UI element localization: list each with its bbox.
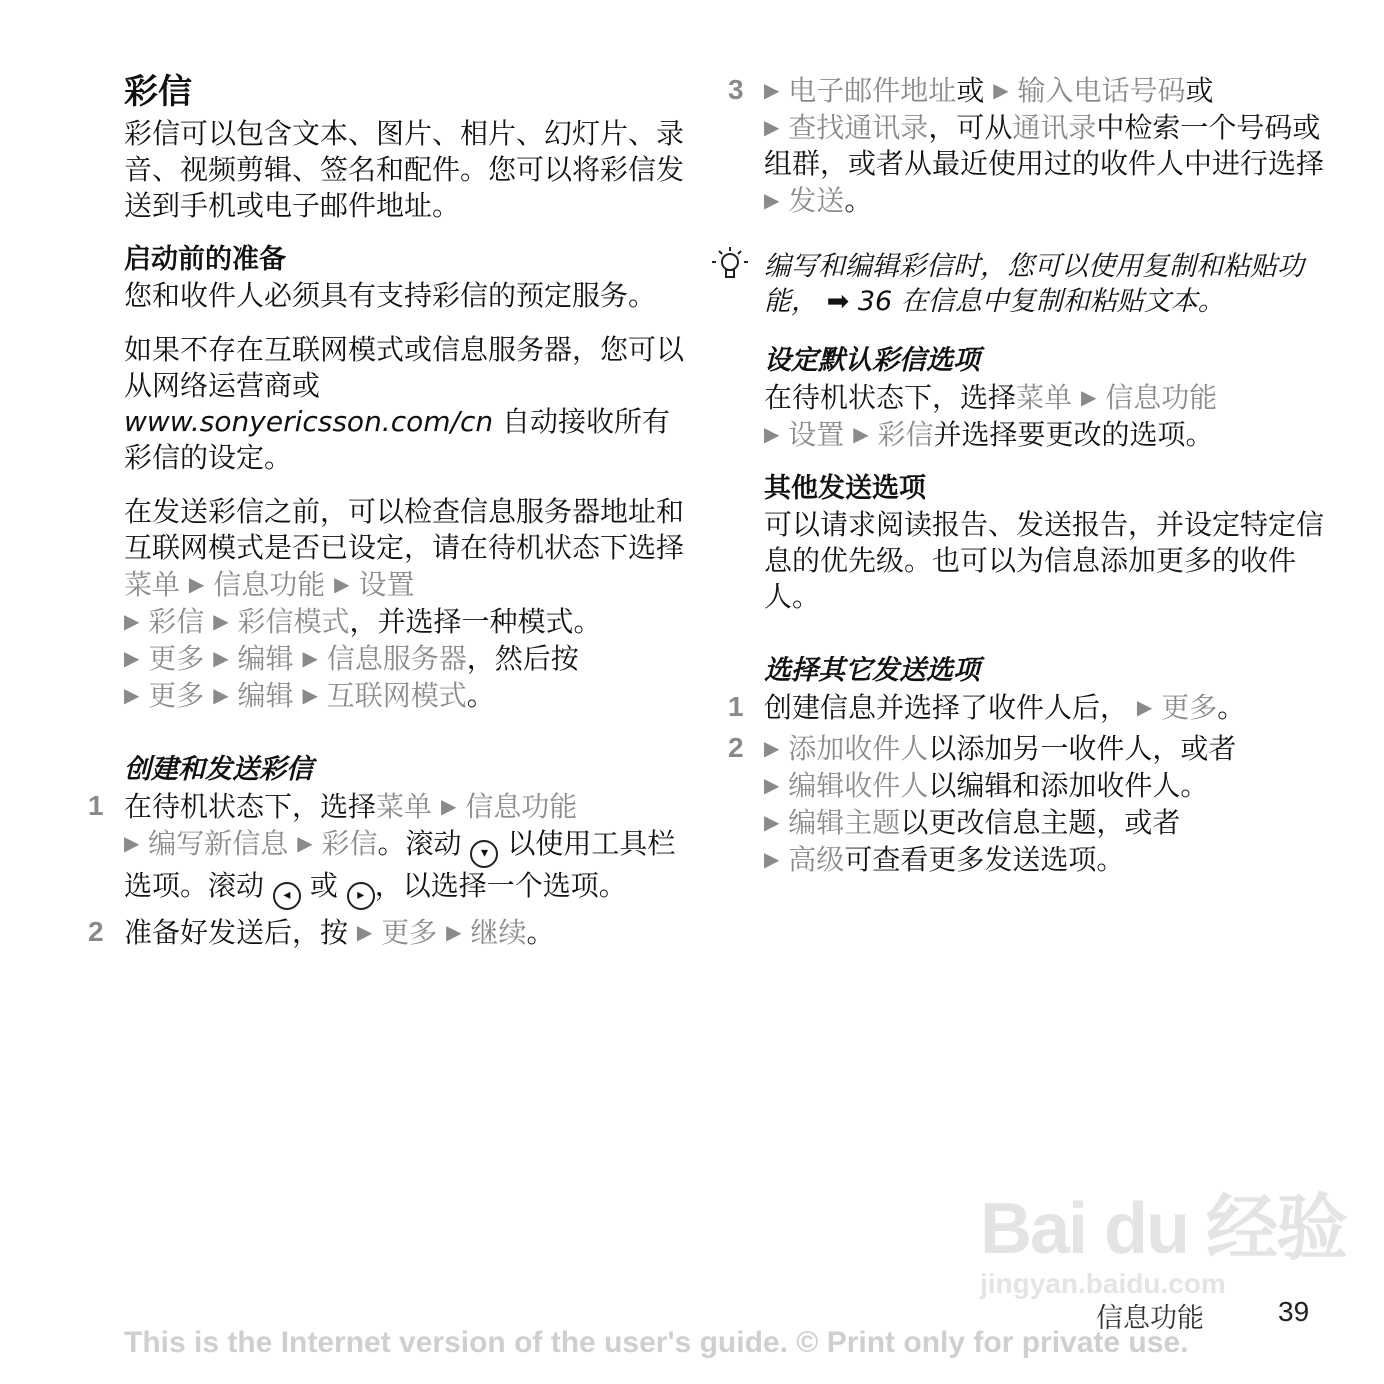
arrow-icon: ▶ (297, 831, 313, 855)
right-column (728, 72, 1325, 882)
arrow-icon: ▶ (188, 572, 205, 596)
choose-step-1: 1 创建信息并选择了收件人后， ▶ 更多。 (728, 691, 1246, 724)
step-3: 3 ▶ 电子邮件地址或 ▶ 输入电话号码或 ▶ 查找通讯录，可从通讯录中检索一个号码或组群，或者从最近使用过的收件人中进行选择 ▶ 发送。 (728, 74, 1325, 217)
arrow-icon: ▶ (764, 115, 780, 139)
menu-item-menu: 菜单 (124, 568, 181, 601)
page-number: 39 (1278, 1296, 1310, 1327)
arrow-icon: ▶ (334, 572, 350, 596)
intro-paragraph: 彩信可以包含文本、图片、相片、幻灯片、录音、视频剪辑、签名和配件。您可以将彩信发送到手机或电子邮件地址。 (124, 117, 685, 222)
settings-paragraph: 如果不存在互联网模式或信息服务器，您可以从网络运营商或www.sonyericsson.com/cn 自动接收所有彩信的设定。 (124, 333, 685, 474)
step-number: 2 (88, 916, 104, 947)
arrow-icon: ▶ (124, 683, 140, 707)
nav-left-icon: ◂ (273, 882, 301, 910)
step-1: 1 在待机状态下，选择菜单 ▶ 信息功能 ▶ 编写新信息 ▶ 彩信。滚动 ▾ 以使用工具栏选项。滚动 ◂ 或 ▸ ，以选择一个选项。 (124, 788, 684, 910)
other-options-heading: 其他发送选项 (764, 473, 926, 504)
arrow-icon: ▶ (764, 810, 780, 834)
left-column (88, 72, 685, 955)
arrow-icon: ▶ (440, 794, 457, 818)
prep-paragraph: 您和收件人必须具有支持彩信的预定服务。 (124, 279, 657, 312)
arrow-icon: ▶ (213, 683, 229, 707)
default-options-heading: 设定默认彩信选项 (764, 345, 980, 376)
arrow-icon: ▶ (213, 646, 229, 670)
arrow-icon: ▶ (124, 646, 140, 670)
arrow-icon: ▶ (124, 609, 140, 633)
arrow-icon: ▶ (764, 78, 780, 102)
arrow-icon: ▶ (1080, 385, 1097, 409)
choose-options-heading: 选择其它发送选项 (764, 655, 980, 686)
url-link[interactable]: www.sonyericsson.com/cn (124, 405, 494, 438)
create-heading: 创建和发送彩信 (124, 754, 313, 785)
arrow-icon: ▶ (993, 78, 1009, 102)
footer-disclaimer: This is the Internet version of the user's guide. © Print only for private use. (124, 1326, 1189, 1359)
arrow-icon: ▶ (764, 188, 780, 212)
default-options-paragraph: 在待机状态下，选择菜单 ▶ 信息功能 ▶ 设置 ▶ 彩信并选择要更改的选项。 (764, 381, 1218, 451)
arrow-icon: ▶ (764, 773, 780, 797)
step-number: 2 (728, 732, 744, 763)
page-title: 彩信 (124, 72, 192, 112)
arrow-icon: ▶ (302, 683, 318, 707)
arrow-icon: ▶ (1136, 695, 1153, 719)
step-number: 1 (88, 790, 104, 821)
arrow-icon: ▶ (213, 609, 229, 633)
arrow-icon: ▶ (853, 422, 869, 446)
check-paragraph: 在发送彩信之前，可以检查信息服务器地址和互联网模式是否已设定，请在待机状态下选择菜单 ▶ 信息功能 ▶ 设置 ▶ 彩信 ▶ 彩信模式，并选择一种模式。 ▶ 更多 ▶ 编辑 ▶ 信息服务器，然后按 ▶ 更多 ▶ 编辑 ▶ 互联网模式。 (124, 495, 685, 712)
other-options-paragraph: 可以请求阅读报告、发送报告，并设定特定信息的优先级。也可以为信息添加更多的收件人。 (764, 508, 1325, 613)
arrow-icon: ▶ (446, 920, 462, 944)
arrow-icon: ▶ (302, 646, 318, 670)
step-number: 3 (728, 74, 744, 105)
prep-heading: 启动前的准备 (124, 244, 286, 275)
lightbulb-icon (710, 245, 750, 294)
arrow-icon: ▶ (356, 920, 373, 944)
step-2: 2 准备好发送后，按 ▶ 更多 ▶ 继续。 (88, 916, 555, 949)
step-number: 1 (728, 691, 744, 722)
arrow-icon: ▶ (124, 831, 140, 855)
arrow-icon: ▶ (764, 422, 780, 446)
footer-section-name: 信息功能 (1096, 1303, 1204, 1334)
tip-note: 编写和编辑彩信时，您可以使用复制和粘贴功能， ➡ 36 在信息中复制和粘贴文本。 (764, 249, 1324, 319)
choose-step-2: 2 ▶ 添加收件人以添加另一收件人，或者 ▶ 编辑收件人以编辑和添加收件人。 ▶ 编辑主题以更改信息主题，或者 ▶ 高级可查看更多发送选项。 (728, 732, 1237, 876)
arrow-icon: ▶ (764, 736, 780, 760)
reference-arrow-icon: ➡ (826, 286, 850, 317)
baidu-watermark: Bai du 经验 jingyan.baidu.com (980, 1189, 1347, 1299)
nav-right-icon: ▸ (347, 882, 375, 910)
arrow-icon: ▶ (764, 847, 780, 871)
nav-down-icon: ▾ (470, 840, 498, 868)
tip-reference[interactable]: 36 在信息中复制和粘贴文本 (857, 286, 1198, 317)
